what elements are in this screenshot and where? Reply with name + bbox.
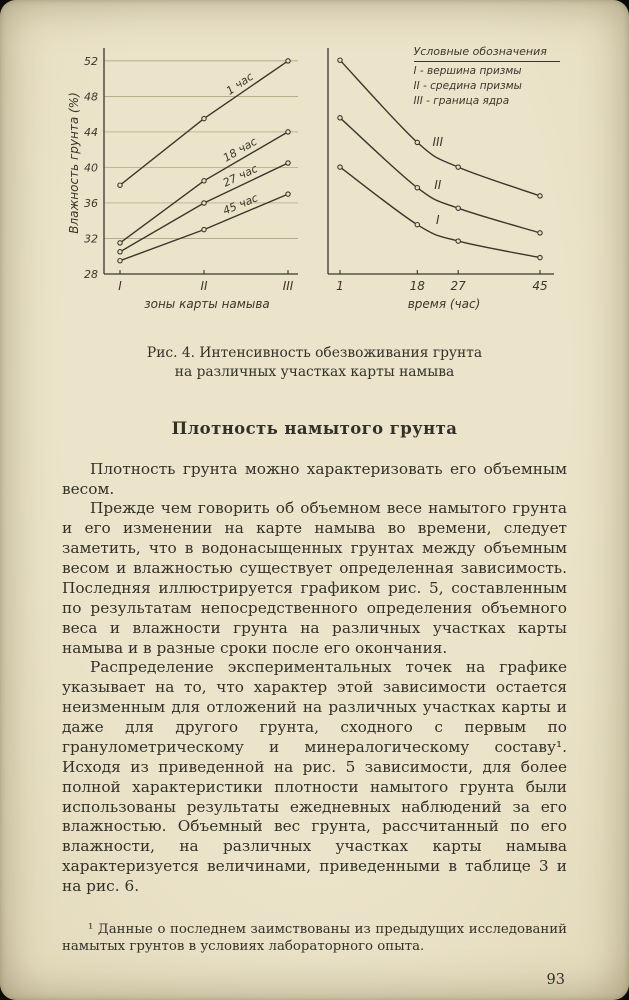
svg-text:27 час: 27 час — [220, 162, 260, 190]
svg-text:45 час: 45 час — [220, 191, 260, 218]
legend-title: Условные обозначения — [414, 44, 560, 62]
section-title: Плотность намытого грунта — [171, 418, 458, 438]
paragraph-3: Распределение экспериментальных точек на графике указывает на то, что характер этой зависимости остается неизменным для отложений на различных участках карты и даже для другого грунта, сходного с первым по гранулометрическому и минералогическому составу¹. Исходя из приведенной на рис. 5 зависимости, для более полной характеристики плотности намытого грунта были использованы результаты ежедневных наблюдений за его влажностью. Объемный вес грунта, рассчитанный по его влажности, на различных участках карты намыва характеризуется величинами, приведенными в таблице 3 и на рис. 6. — [62, 658, 567, 895]
svg-text:27: 27 — [450, 279, 466, 293]
svg-text:28: 28 — [83, 268, 98, 281]
svg-text:II: II — [199, 279, 208, 293]
svg-text:время (час): время (час) — [407, 297, 480, 311]
legend-item: II - средина призмы — [413, 80, 522, 93]
svg-text:36: 36 — [83, 196, 98, 210]
paragraph-2: Прежде чем говорить об объемном весе намытого грунта и его изменении на карте намыва во времени, следует заметить, что в водонасыщенных грунтах между объемным весом и влажностью существует определенная зависимость. Последняя иллюстрируется графиком рис. 5, составленным по результатам непосредственного определения объемного веса и влажности грунта на различных участках карты намыва и в разные сроки после его окончания. — [62, 499, 567, 657]
svg-text:Влажность грунта (%): Влажность грунта (%) — [66, 92, 81, 234]
svg-text:1 час: 1 час — [223, 69, 256, 98]
figure4-right-chart-wrap — [312, 44, 564, 316]
figure-caption — [62, 344, 567, 383]
figure4 — [62, 44, 567, 383]
svg-text:I: I — [435, 212, 440, 227]
svg-text:52: 52 — [83, 54, 98, 68]
svg-text:III: III — [431, 134, 443, 149]
legend-item: III - граница ядра — [413, 95, 510, 108]
figure4-charts-row — [62, 44, 567, 316]
footnote: ¹ Данные о последнем заимствованы из предыдущих исследований намытых грунтов в условиях лабораторного опыта. — [62, 921, 567, 955]
legend-item: I - вершина призмы — [413, 64, 522, 77]
page-number: 93 — [546, 971, 565, 988]
svg-text:18: 18 — [409, 279, 425, 293]
svg-text:III: III — [282, 279, 293, 293]
svg-text:48: 48 — [83, 90, 98, 104]
figure-caption-line2: на различных участках карты намыва — [174, 364, 455, 381]
paragraph-1: Плотность грунта можно характеризовать его объемным весом. — [62, 459, 567, 498]
svg-text:I: I — [117, 279, 122, 293]
figure-caption-line1: Рис. 4. Интенсивность обезвоживания грунта — [146, 345, 483, 361]
svg-text:18 час: 18 час — [220, 134, 259, 165]
svg-text:44: 44 — [83, 125, 98, 139]
svg-text:40: 40 — [83, 161, 98, 175]
svg-text:II: II — [433, 177, 441, 192]
figure4-legend — [414, 44, 560, 110]
svg-text:45: 45 — [531, 279, 548, 293]
svg-text:зоны карты намыва: зоны карты намыва — [143, 297, 270, 311]
svg-text:1: 1 — [335, 279, 344, 293]
svg-text:32: 32 — [83, 232, 98, 246]
figure4-left-chart — [66, 44, 310, 316]
